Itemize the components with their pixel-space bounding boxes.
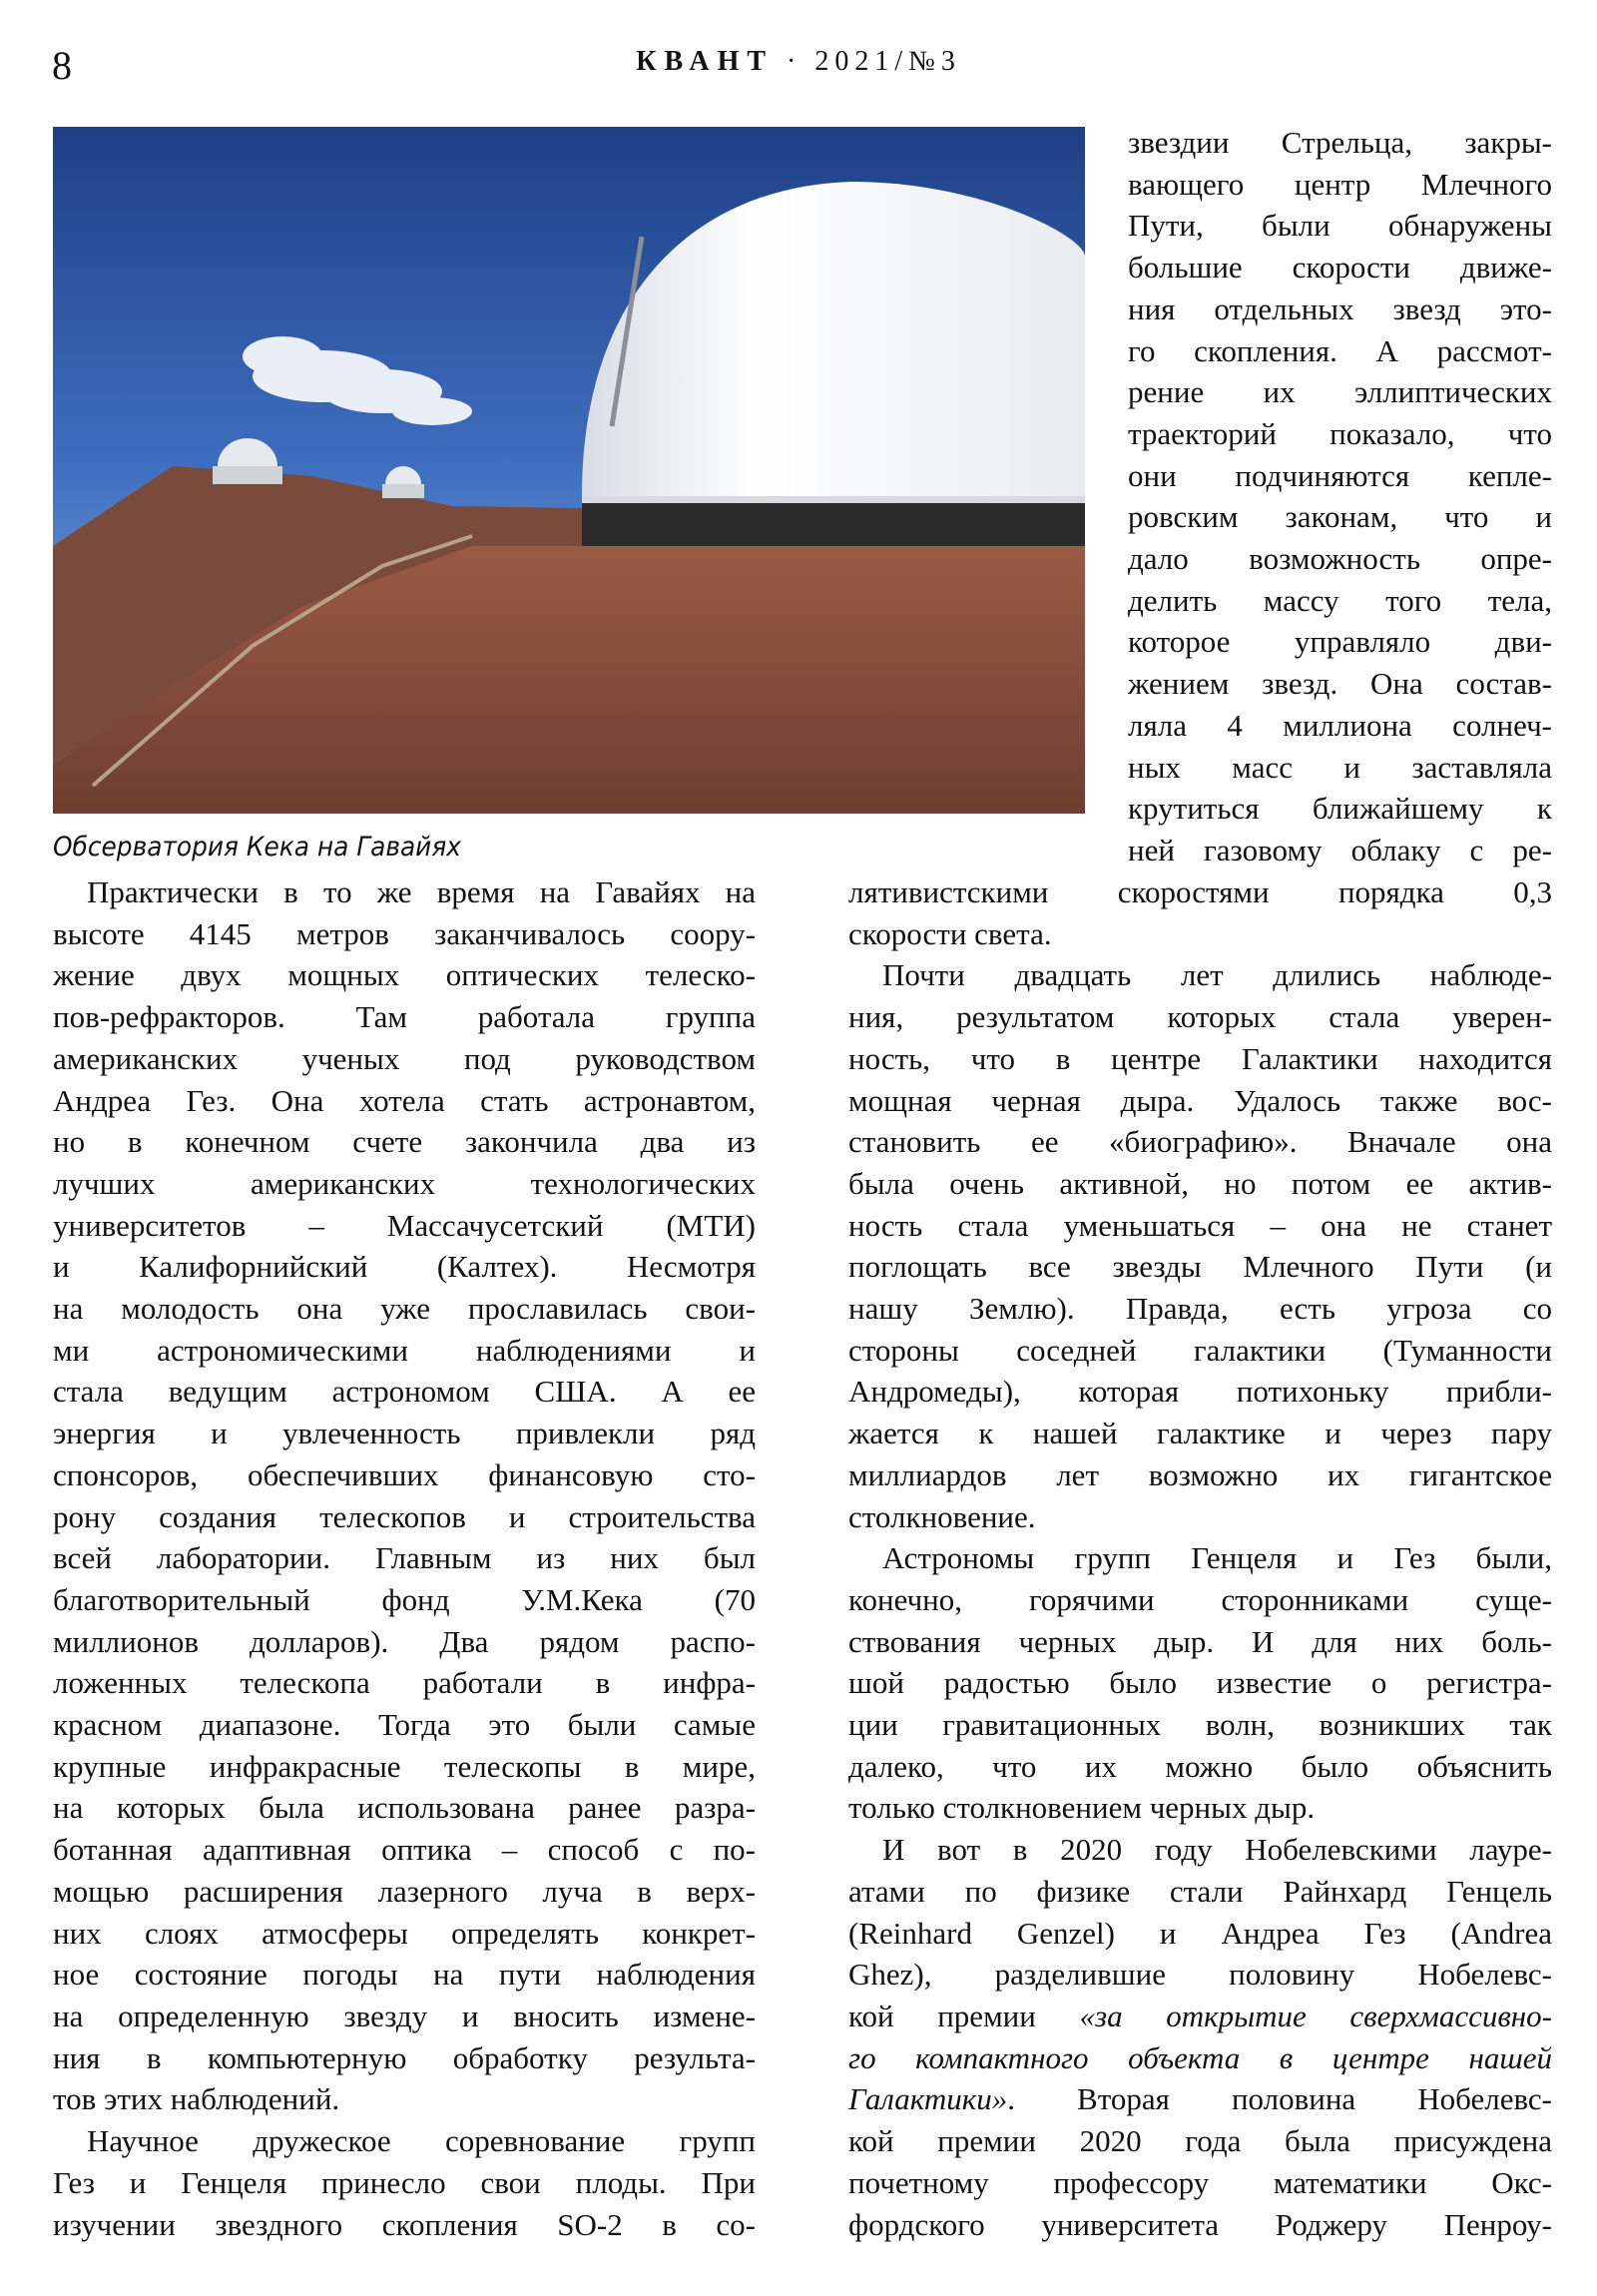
text-line: Астрономы групп Генцеля и Гез были, (882, 1540, 1552, 1576)
left-column-main (53, 871, 756, 2245)
text-line: лятивистскими скоростями порядка 0,3 (848, 874, 1552, 909)
text-line: пов-рефракторов. Там работала группа (53, 999, 756, 1035)
text-line: Практически в то же время на Гавайях на (87, 874, 756, 909)
text-line: почетному профессору математики Окс- (848, 2164, 1552, 2200)
text-line: скорости света. (848, 915, 1052, 951)
paragraph (848, 871, 1552, 954)
text-line: конечно, горячими сторонниками суще- (848, 1581, 1552, 1617)
text-line: высоте 4145 метров заканчивалось соору- (53, 915, 756, 951)
text-line: только столкновением черных дыр. (848, 1790, 1316, 1826)
text-line: Почти двадцать лет длились наблюде- (882, 957, 1552, 993)
text-line: ния, результатом которых стала уверен- (848, 999, 1552, 1035)
text-line: рение их эллиптических (1128, 374, 1552, 410)
italic-quote: го компактного объекта в центре нашей (848, 2039, 1552, 2075)
text-line: делить массу того тела, (1128, 582, 1552, 618)
text-line: крупные инфракрасные телескопы в мире, (53, 1748, 756, 1784)
text-line: энергия и увлеченность привлекли ряд (53, 1416, 756, 1451)
text-line: стала ведущим астрономом США. А ее (53, 1374, 756, 1410)
text-line: ния отдельных звезд это- (1128, 290, 1552, 326)
text-line: на определенную звезду и вносить измене- (53, 1998, 756, 2033)
text-line: И вот в 2020 году Нобелевскими лауре- (882, 1832, 1552, 1868)
italic-quote: Галактики» (848, 2081, 1008, 2117)
text-line: ции гравитационных волн, возникших так (848, 1707, 1552, 1743)
text-line: нашу Землю). Правда, есть угроза со (848, 1291, 1552, 1327)
text-line: них слоях атмосферы определять конкрет- (53, 1915, 756, 1951)
text-line: жением звезд. Она состав- (1128, 666, 1552, 702)
text-line: ность стала уменьшаться – она не станет (848, 1207, 1552, 1243)
paragraph (848, 954, 1552, 1537)
text-line: на которых была использована ранее разра- (53, 1790, 756, 1826)
text-segment: кой премии (848, 1998, 1080, 2033)
text-line: становить ее «биографию». Вначале она (848, 1124, 1552, 1160)
text-line: звездии Стрельца, закры- (1128, 125, 1552, 160)
text-line: траекторий показало, что (1128, 415, 1552, 451)
text-line: ми астрономическими наблюдениями и (53, 1332, 756, 1368)
paragraph (53, 2120, 756, 2245)
text-line: ней газовому облаку с ре- (1128, 832, 1552, 867)
text-line: которое управляло дви- (1128, 624, 1552, 660)
text-line: поглощать все звезды Млечного Пути (и (848, 1249, 1552, 1285)
text-line: Пути, были обнаружены (1128, 208, 1552, 244)
text-line: ное состояние погоды на пути наблюдения (53, 1957, 756, 1993)
text-line: дало возможность опре- (1128, 541, 1552, 577)
text-line: большие скорости движе- (1128, 250, 1552, 286)
text-line: ложенных телескопа работали в инфра- (53, 1665, 756, 1701)
text-line: они подчиняются кепле- (1128, 457, 1552, 493)
paragraph (848, 1537, 1552, 1829)
text-segment: . Вторая половина Нобелевс- (1007, 2081, 1552, 2117)
text-line: ботанная адаптивная оптика – способ с по- (53, 1832, 756, 1868)
text-line: стороны соседней галактики (Туманности (848, 1332, 1552, 1368)
page-number: 8 (52, 43, 72, 88)
text-line: миллионов долларов). Два рядом распо- (53, 1623, 756, 1659)
text-line: ляла 4 миллиона солнеч- (1128, 707, 1552, 743)
text-line: далеко, что их можно было объяснить (848, 1748, 1552, 1784)
text-line: на молодость она уже прославилась свои- (53, 1291, 756, 1327)
text-line: Андреа Гез. Она хотела стать астронавтом, (53, 1082, 756, 1118)
text-line: шой радостью было известие о регистра- (848, 1665, 1552, 1701)
text-line: го скопления. А рассмот- (1128, 332, 1552, 368)
journal-name: КВАНТ (636, 46, 775, 77)
text-line: университетов – Массачусетский (МТИ) (53, 1207, 756, 1243)
issue-number: 2021/№3 (814, 46, 961, 77)
text-line: ность, что в центре Галактики находится (848, 1040, 1552, 1076)
text-line: миллиардов лет возможно их гигантское (848, 1456, 1552, 1492)
text-line: кой премии 2020 года была присуждена (848, 2123, 1552, 2159)
text-line: Научное дружеское соревнование групп (87, 2123, 756, 2159)
text-line: вающего центр Млечного (1128, 166, 1552, 202)
text-line: мощная черная дыра. Удалось также вос- (848, 1082, 1552, 1118)
text-line: всей лаборатории. Главным из них был (53, 1540, 756, 1576)
text-line: красном диапазоне. Тогда это были самые (53, 1707, 756, 1743)
right-column-main (848, 871, 1552, 2245)
text-line: столкновение. (848, 1498, 1036, 1534)
text-line: тов этих наблюдений. (53, 2081, 340, 2117)
figure-caption: Обсерватория Кека на Гавайях (53, 832, 461, 862)
text-line (848, 1996, 1552, 2037)
text-line: и Калифорнийский (Калтех). Несмотря (53, 1249, 756, 1285)
text-line: крутиться ближайшему к (1128, 791, 1552, 827)
text-line: спонсоров, обеспечивших финансовую сто- (53, 1456, 756, 1492)
text-line: благотворительный фонд У.М.Кека (70 (53, 1581, 756, 1617)
text-line: Гез и Генцеля принесло свои плоды. При (53, 2164, 756, 2200)
text-line: лучших американских технологических (53, 1165, 756, 1201)
text-line: жается к нашей галактике и через пару (848, 1416, 1552, 1451)
text-line: Андромеды), которая потихоньку прибли- (848, 1374, 1552, 1410)
text-line: Ghez), разделившие половину Нобелевс- (848, 1957, 1552, 1993)
observatory-photo (53, 127, 1085, 814)
text-line: американских ученых под руководством (53, 1040, 756, 1076)
header-separator: · (787, 46, 802, 77)
text-line: была очень активной, но потом ее актив- (848, 1165, 1552, 1201)
paragraph (848, 1829, 1552, 2245)
text-line: атами по физике стали Райнхард Генцель (848, 1873, 1552, 1909)
paragraph (53, 871, 756, 2120)
text-line: изучении звездного скопления SO-2 в со- (53, 2206, 756, 2242)
italic-quote: «за открытие сверхмассивно- (1079, 1998, 1552, 2033)
running-header (0, 46, 1597, 78)
text-line: фордского университета Роджеру Пенроу- (848, 2206, 1552, 2242)
text-line: ния в компьютерную обработку результа- (53, 2039, 756, 2075)
text-line: ровским законам, что и (1128, 499, 1552, 535)
text-line: жение двух мощных оптических телеско- (53, 957, 756, 993)
text-line: (Reinhard Genzel) и Андреа Гез (Andrea (848, 1915, 1552, 1951)
text-line: но в конечном счете закончила два из (53, 1124, 756, 1160)
text-line: ствования черных дыр. И для них боль- (848, 1623, 1552, 1659)
text-line: ных масс и заставляла (1128, 749, 1552, 785)
text-line (848, 2078, 1552, 2120)
text-line (848, 2037, 1552, 2079)
right-column-top (1128, 122, 1552, 871)
text-line: мощью расширения лазерного луча в верх- (53, 1873, 756, 1909)
text-line: рону создания телескопов и строительства (53, 1498, 756, 1534)
